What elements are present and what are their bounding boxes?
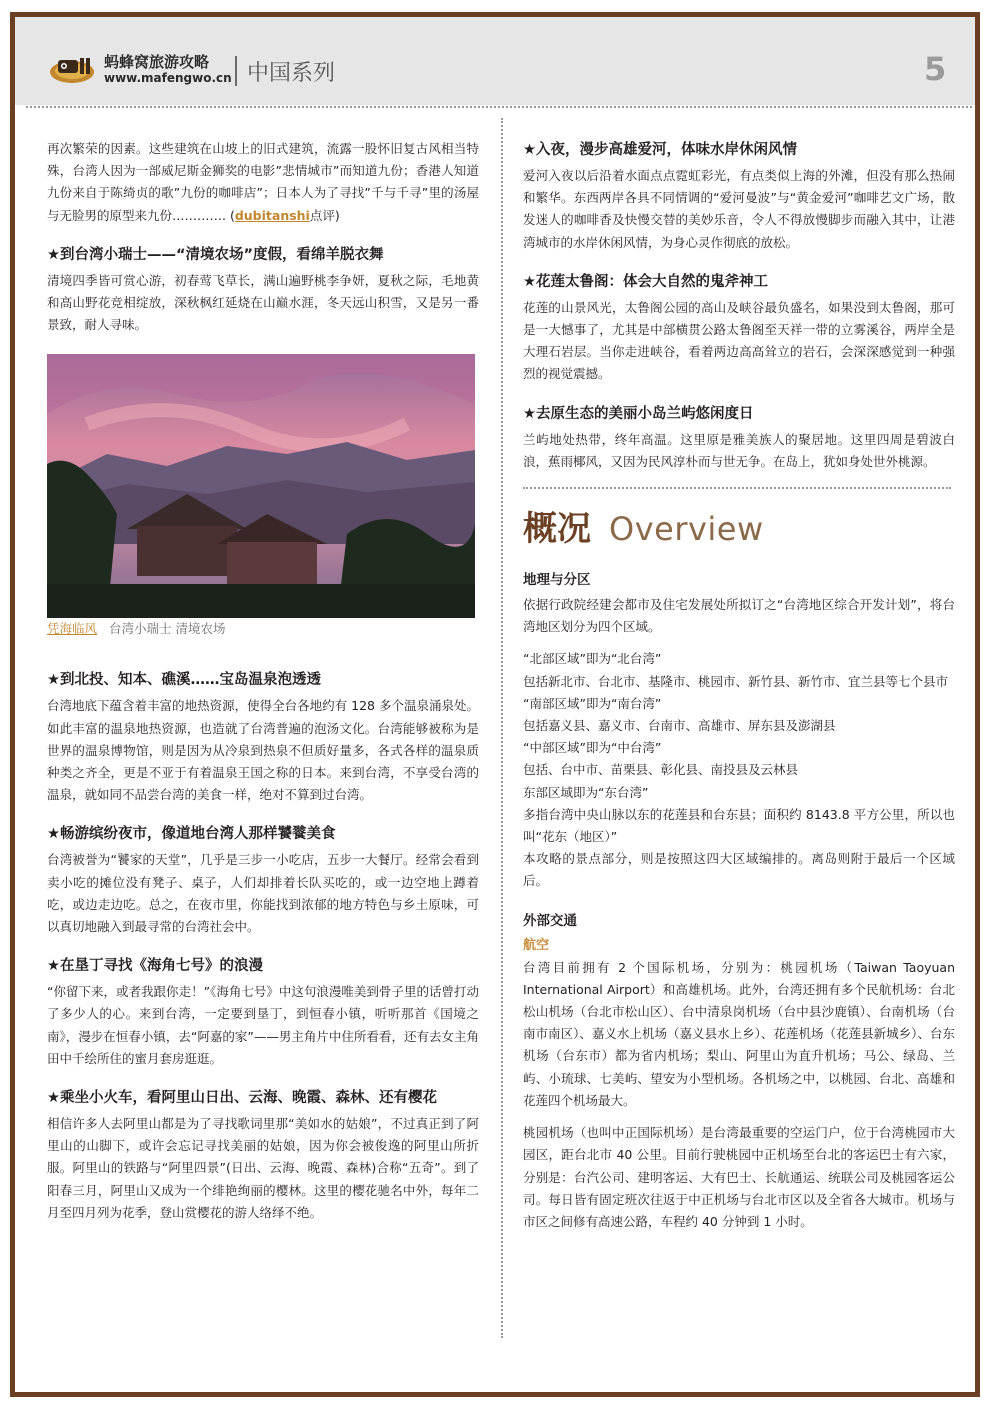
section-title: ★到北投、知本、礁溪……宝岛温泉泡透透: [47, 672, 321, 689]
section-title: ★到台湾小瑞士——“清境农场”度假，看绵羊脱衣舞: [47, 246, 384, 263]
section-body: 台湾被誉为“饕家的天堂”，几乎是三步一小吃店，五步一大餐厅。经常会看到卖小吃的摊位没有凳子、桌子，人们却排着长队买吃的，或一边空地上蹲着吃，或边走边吃。总之，在夜市里，你能找到浓郁的地方特色与乡土原味，可以真切地融入到最寻常的台湾社会中。: [47, 852, 479, 935]
region-name: “中部区域”即为“中台湾”: [523, 740, 662, 756]
author-link[interactable]: dubitanshi: [234, 207, 310, 223]
section-title: ★入夜，漫步高雄爱河，体味水岸休闲风情: [523, 142, 797, 158]
geography-note: 本攻略的景点部分，则是按照这四大区域编排的。离岛则附于最后一个区域后。: [523, 851, 955, 889]
section-body: 花莲的山景风光，太鲁阁公园的高山及峡谷最负盛名，如果没到太鲁阁，那可是一大憾事了，尤其是中部横贯公路太鲁阁至天祥一带的立雾溪谷，两岸全是大理石岩层。当你走进峡谷，看着两边高高耸立的岩石，会深深感觉到一种强烈的视觉震撼。: [523, 299, 955, 382]
air-paragraph: 桃园机场（也叫中正国际机场）是台湾最重要的空运门户，位于台湾桃园市大园区，距台北市 40 公里。目前行驶桃园中正机场至台北的客运巴士有六家，分别是：台汽公司、建明客运、大有巴士、长航通运、统联公司及桃园客运公司。每日皆有固定班次往返于中正机场与台北市区以及全省各大城市。机场与市区之间修有高速公路，车程约 40 分钟到 1 小时。: [523, 1125, 955, 1229]
photo-caption: [47, 618, 479, 640]
air-paragraph: 台湾目前拥有 2 个国际机场，分别为：桃园机场（Taiwan Taoyuan International Airport）和高雄机场。此外，台湾还拥有多个民航机场：台北松山机场（台北市松山区）、台中清泉岗机场（台中县沙鹿镇）、台南机场（台南市南区）、嘉义水上机场（嘉义县水上乡）、花莲机场（花莲县新城乡）、台东机场（台东市）都为省内机场；梨山、阿里山为直升机场；马公、绿岛、兰屿、小琉球、七美屿、望安为小型机场。各机场之中，以桃园、台北、高雄和花莲四个机场最大。: [523, 959, 955, 1108]
brand-url[interactable]: www.mafengwo.cn: [104, 71, 232, 85]
overview-title-en: Overview: [609, 510, 764, 549]
section-body: 台湾地底下蕴含着丰富的地热资源，使得全台各地约有 128 多个温泉涌泉处。如此丰富的温泉地热资源，也造就了台湾普遍的泡汤文化。台湾能够被称为是世界的温泉博物馆，则是因为从冷泉到热泉不但质好量多，各式各样的温泉质种类之齐全，更是不亚于有着温泉王国之称的日本。来到台湾，不享受台湾的温泉，就如同不品尝台湾的美食一样，绝对不算到过台湾。: [47, 698, 479, 803]
header-divider: [235, 56, 237, 86]
page-number: 5: [924, 50, 947, 88]
section-body: 相信许多人去阿里山都是为了寻找歌词里那“美如水的姑娘”，不过真正到了阿里山的山脚下，或许会忘记寻找美丽的姑娘，因为你会被俊逸的阿里山所折服。阿里山的铁路与“阿里四景”(日出、云海、晚霞、森林)合称“五奇”。到了阳春三月，阿里山又成为一个绯艳绚丽的樱林。这里的樱花驰名中外，每年二月至四月列为花季，登山赏樱花的游人络绎不绝。: [47, 1116, 479, 1220]
section-body: 兰屿地处热带，终年高温。这里原是雅美族人的聚居地。这里四周是碧波白浪，蕉雨椰风，又因为民风淳朴而与世无争。在岛上，犹如身处世外桃源。: [523, 431, 955, 469]
series-title: 中国系列: [247, 61, 336, 86]
overview-title-cn: 概况: [523, 509, 591, 550]
geography-intro: 依据行政院经建会都市及住宅发展处所拟订之“台湾地区综合开发计划”，将台湾地区划分为四个区域。: [523, 597, 955, 635]
section-title: ★乘坐小火车，看阿里山日出、云海、晚霞、森林、还有樱花: [47, 1090, 437, 1107]
region-name: “北部区域”即为“北台湾”: [523, 651, 662, 667]
region-desc: 多指台湾中央山脉以东的花莲县和台东县；面积约 8143.8 平方公里，所以也叫“花东（地区）”: [523, 806, 955, 845]
mafengwo-logo-icon: [48, 52, 100, 86]
photo-author-link[interactable]: 凭海临风: [47, 621, 98, 637]
section-title: ★去原生态的美丽小岛兰屿悠闲度日: [523, 405, 754, 422]
brand-name: 蚂蜂窝旅游攻略: [104, 53, 210, 71]
header-dotted-rule: [26, 106, 972, 108]
qingjing-farm-photo: [47, 354, 475, 618]
section-title: ★花莲太鲁阁：体会大自然的鬼斧神工: [523, 273, 768, 290]
region-desc: 包括新北市、台北市、基隆市、桃园市、新竹县、新竹市、宜兰县等七个县市: [523, 673, 949, 689]
section-body: 爱河入夜以后沿着水面点点霓虹彩光，有点类似上海的外滩，但没有那么热闹和繁华。东西两岸各具不同情调的“爱河曼波”与“黄金爱河”咖啡艺文广场，散发迷人的咖啡香及快慢交替的美妙乐音，令人不得放慢脚步而融入其中，让港湾城市的水岸休闲风情，为身心灵作彻底的放松。: [523, 168, 955, 250]
region-name: “南部区域”即为“南台湾”: [523, 695, 662, 711]
photo-caption-text: 台湾小瑞士 清境农场: [109, 621, 226, 637]
column-dotted-divider: [501, 118, 503, 1338]
section-title: ★在垦丁寻找《海角七号》的浪漫: [47, 958, 263, 975]
air-title: 航空: [523, 937, 550, 953]
intro-paragraph: 再次繁荣的因素。这些建筑在山坡上的旧式建筑，流露一股怀旧复古风相当特殊，台湾人因为一部威尼斯金狮奖的电影”悲情城市”而知道九份；香港人知道九份来自于陈绮贞的歌”九份的咖啡店”；日本人为了寻找”千与千寻”里的汤屋与无脸男的原型来九份…………. (dubitanshi点评): [47, 141, 479, 223]
transport-title: 外部交通: [523, 912, 577, 929]
section-title: ★畅游缤纷夜市，像道地台湾人那样饕餮美食: [47, 826, 336, 843]
overview-heading: [523, 505, 955, 560]
geography-title: 地理与分区: [523, 572, 591, 589]
section-body: “你留下来，或者我跟你走！”《海角七号》中这句浪漫唯美到骨子里的话曾打动了多少人的心。来到台湾，一定要到垦丁，到恒春小镇，听听那首《国境之南》，漫步在恒春小镇，去“阿嘉的家”——男主角片中住所看看，还有去女主角田中千绘所住的蜜月套房逛逛。: [47, 984, 479, 1066]
section-body: 清境四季皆可赏心游，初春莺飞草长，满山遍野桃李争妍，夏秋之际，毛地黄和高山野花竞相绽放，深秋枫红延烧在山巅水涯，冬天远山积雪，又是另一番景致，耐人寻味。: [47, 272, 479, 333]
region-desc: 包括、台中市、苗栗县、彰化县、南投县及云林县: [523, 762, 799, 778]
dotted-separator: [523, 487, 951, 489]
right-column: [523, 138, 955, 1233]
region-name: 东部区域即为“东台湾”: [523, 784, 649, 800]
region-desc: 包括嘉义县、嘉义市、台南市、高雄市、屏东县及澎湖县: [523, 718, 836, 734]
left-column: [47, 138, 479, 1224]
